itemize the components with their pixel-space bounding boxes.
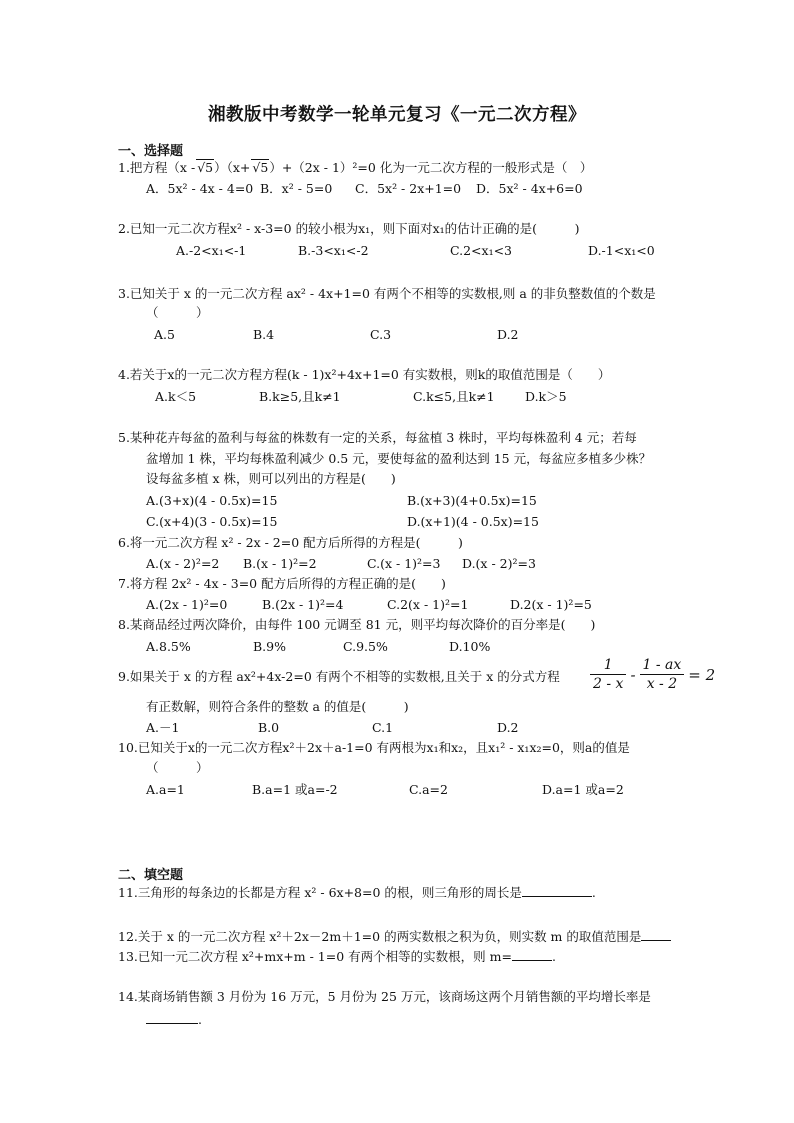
sqrt-icon: √5: [252, 160, 269, 175]
page-title: 湘教版中考数学一轮单元复习《一元二次方程》: [208, 105, 586, 125]
q9-option-c: C.1: [372, 720, 394, 735]
q1-option-b: B．x² - 5=0: [260, 181, 333, 196]
q2-option-b: B.-3<x₁<-2: [298, 243, 369, 258]
section-heading-fill: 二、填空题: [118, 868, 184, 883]
q10-option-c: C.a=2: [409, 782, 448, 797]
q6-option-a: A.(x - 2)²=2: [146, 556, 220, 571]
question-5-line-3: 设每盆多植 x 株，则可以列出的方程是( ): [146, 471, 396, 486]
q4-option-c: C.k≤5,且k≠1: [413, 389, 495, 404]
question-5-line-1: 5.某种花卉每盆的盈利与每盆的株数有一定的关系，每盆植 3 株时，平均每株盈利 4 元；若每: [118, 430, 637, 445]
q3-answer-paren: （ ）: [146, 305, 209, 320]
question-13: 13.已知一元二次方程 x²+mx+m - 1=0 有两个相等的实数根，则 m= .: [118, 949, 556, 964]
question-9: 9.如果关于 x 的方程 ax²+4x-2=0 有两个不相等的实数根,且关于 x 的分式方程: [118, 669, 560, 684]
question-5-line-2: 盆增加 1 株，平均每株盈利减少 0.5 元，要使每盆的盈利达到 15 元，每盆应多植多少株？: [146, 451, 652, 466]
q8-option-d: D.10%: [449, 639, 491, 654]
q7-option-a: A.(2x - 1)²=0: [146, 597, 228, 612]
q1-option-a: A．5x² - 4x - 4=0: [146, 181, 254, 196]
fractional-equation: $\frac{1}{2 - x}$ - $\frac{1 - ax}{x - 2}$ = 2: [588, 656, 717, 693]
q7-option-c: C.2(x - 1)²=1: [387, 597, 469, 612]
q9-option-b: B.0: [258, 720, 280, 735]
question-10: 10.已知关于x的一元二次方程x²＋2x＋a-1=0 有两根为x₁和x₂，且x₁² - x₁x₂=0，则a的值是: [118, 740, 630, 755]
q10-option-a: A.a=1: [146, 782, 185, 797]
q10-option-d: D.a=1 或a=2: [542, 782, 624, 797]
section-heading-choice: 一、选择题: [118, 144, 184, 159]
q5-option-d: D.(x+1)(4 - 0.5x)=15: [407, 514, 539, 529]
question-7: 7.将方程 2x² - 4x - 3=0 配方后所得的方程正确的是( ): [118, 576, 446, 591]
answer-blank[interactable]: [512, 948, 552, 961]
q5-option-c: C.(x+4)(3 - 0.5x)=15: [146, 514, 278, 529]
question-12: 12.关于 x 的一元二次方程 x²＋2x－2m＋1=0 的两实数根之积为负，则实数 m 的取值范围是: [118, 928, 671, 945]
q1-option-c: C．5x² - 2x+1=0: [355, 181, 462, 196]
question-9-line-2: 有正数解，则符合条件的整数 a 的值是( ): [146, 699, 409, 714]
q10-answer-paren: （ ）: [146, 760, 209, 775]
q3-option-c: C.3: [370, 327, 392, 342]
question-14: 14.某商场销售额 3 月份为 16 万元，5 月份为 25 万元，该商场这两个月销售额的平均增长率是: [118, 989, 651, 1004]
q2-option-d: D.-1<x₁<0: [588, 243, 655, 258]
q1-option-d: D．5x² - 4x+6=0: [476, 181, 583, 196]
q6-option-c: C.(x - 1)²=3: [367, 556, 441, 571]
q4-option-d: D.k＞5: [525, 389, 567, 404]
q7-option-d: D.2(x - 1)²=5: [510, 597, 592, 612]
answer-blank[interactable]: [146, 1011, 198, 1024]
q4-option-b: B.k≥5,且k≠1: [259, 389, 341, 404]
q8-option-a: A.8.5%: [146, 639, 191, 654]
q8-option-c: C.9.5%: [343, 639, 388, 654]
q3-option-b: B.4: [253, 327, 275, 342]
question-14-line-2: .: [146, 1011, 202, 1028]
q9-option-d: D.2: [497, 720, 519, 735]
question-6: 6.将一元二次方程 x² - 2x - 2=0 配方后所得的方程是( ): [118, 535, 463, 550]
q3-option-a: A.5: [154, 327, 175, 342]
answer-blank[interactable]: [522, 884, 592, 897]
q5-option-b: B.(x+3)(4+0.5x)=15: [407, 493, 537, 508]
q6-option-b: B.(x - 1)²=2: [243, 556, 317, 571]
sqrt-icon: √5: [197, 160, 214, 175]
q6-option-d: D.(x - 2)²=3: [462, 556, 536, 571]
q9-option-a: A.－1: [146, 720, 180, 735]
question-4: 4.若关于x的一元二次方程方程(k - 1)x²+4x+1=0 有实数根，则k的取值范围是（ ）: [118, 367, 611, 382]
fraction-2: $\frac{1 - ax}{x - 2}$: [640, 656, 685, 693]
q8-option-b: B.9%: [253, 639, 286, 654]
q2-option-c: C.2<x₁<3: [450, 243, 513, 258]
question-8: 8.某商品经过两次降价，由每件 100 元调至 81 元，则平均每次降价的百分率是( ): [118, 617, 596, 632]
q2-option-a: A.-2<x₁<-1: [176, 243, 247, 258]
q10-option-b: B.a=1 或a=-2: [252, 782, 338, 797]
fraction-1: $\frac{1}{2 - x}$: [590, 656, 626, 693]
q7-option-b: B.(2x - 1)²=4: [262, 597, 344, 612]
answer-blank[interactable]: [641, 928, 671, 941]
q5-option-a: A.(3+x)(4 - 0.5x)=15: [146, 493, 278, 508]
question-1: 1.把方程（x - √5）（x+ √5）+（2x - 1）²=0 化为一元二次方程的一般形式是（ ）: [118, 160, 593, 175]
question-11: 11.三角形的每条边的长都是方程 x² - 6x+8=0 的根，则三角形的周长是 .: [118, 885, 596, 900]
q4-option-a: A.k＜5: [155, 389, 197, 404]
q3-option-d: D.2: [497, 327, 519, 342]
question-3: 3.已知关于 x 的一元二次方程 ax² - 4x+1=0 有两个不相等的实数根,则 a 的非负整数值的个数是: [118, 286, 656, 301]
question-2: 2.已知一元二次方程x² - x-3=0 的较小根为x₁，则下面对x₁的估计正确的是( ): [118, 221, 580, 236]
